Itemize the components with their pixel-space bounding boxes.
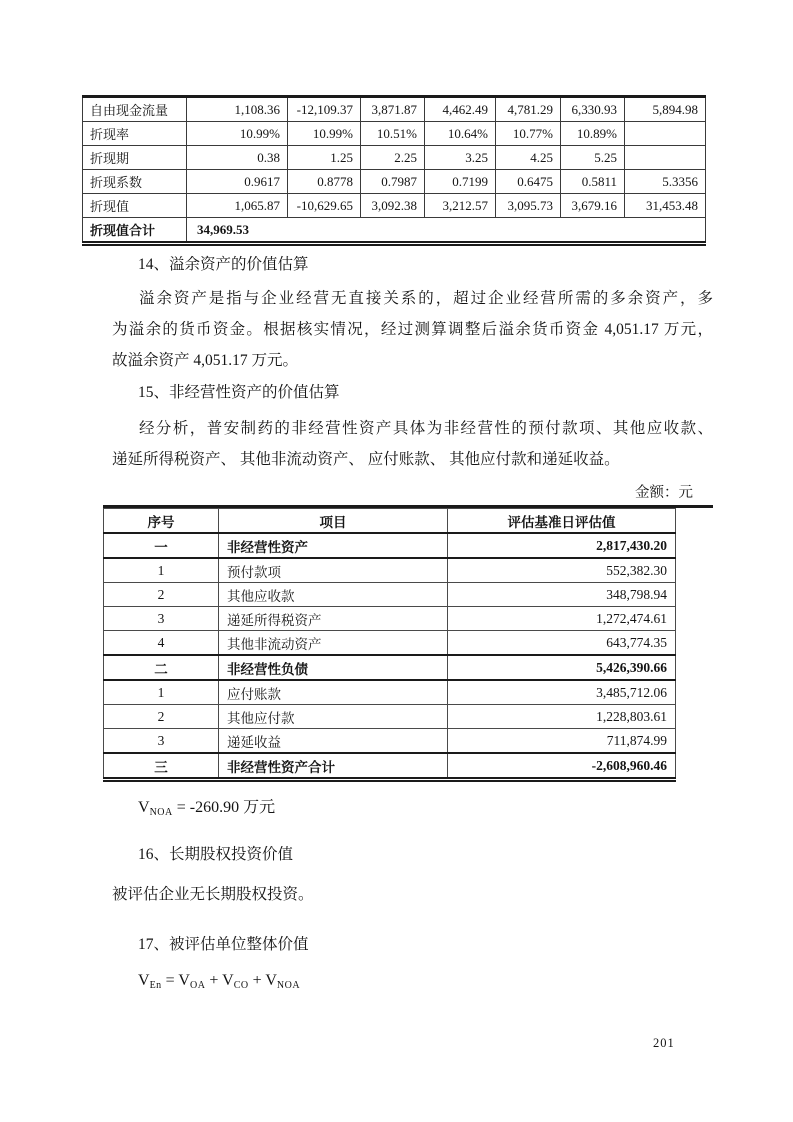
cell-index: 2 xyxy=(104,705,219,729)
cell-value: 4.25 xyxy=(496,146,561,170)
cell-value: 31,453.48 xyxy=(625,194,706,218)
section-heading-17: 17、被评估单位整体价值 xyxy=(138,936,309,953)
cell-value: 552,382.30 xyxy=(448,558,676,583)
cell-value: 4,462.49 xyxy=(425,97,496,122)
discount-table-row xyxy=(83,122,706,146)
cell-item: 其他应收款 xyxy=(219,583,448,607)
cell-index: 3 xyxy=(104,607,219,631)
total-label: 折现值合计 xyxy=(83,218,187,244)
section-heading-16: 16、长期股权投资价值 xyxy=(138,846,294,863)
row-label: 自由现金流量 xyxy=(83,97,187,122)
cell-item: 其他非流动资产 xyxy=(219,631,448,656)
paragraph-line: 被评估企业无长期股权投资。 xyxy=(112,886,314,903)
cell-value: 3,485,712.06 xyxy=(448,680,676,705)
cell-value: 1,272,474.61 xyxy=(448,607,676,631)
discount-table-row xyxy=(83,97,706,122)
amount-unit-label xyxy=(112,483,713,503)
cell-index: 二 xyxy=(104,655,219,680)
cell-value xyxy=(625,122,706,146)
noa-table-row xyxy=(104,558,676,583)
row-label: 折现率 xyxy=(83,122,187,146)
cell-value: -12,109.37 xyxy=(288,97,361,122)
cell-value: 3,095.73 xyxy=(496,194,561,218)
cell-index: 三 xyxy=(104,753,219,780)
cell-item: 非经营性负债 xyxy=(219,655,448,680)
row-label: 折现系数 xyxy=(83,170,187,194)
paragraph-line: 溢余资产是指与企业经营无直接关系的，超过企业经营所需的多余资产，多 xyxy=(139,290,713,307)
cell-value: 3.25 xyxy=(425,146,496,170)
cell-item: 应付账款 xyxy=(219,680,448,705)
cell-item: 其他应付款 xyxy=(219,705,448,729)
formula-subscript: CO xyxy=(233,980,249,991)
cell-value: 0.6475 xyxy=(496,170,561,194)
cell-value: 0.7987 xyxy=(361,170,425,194)
cell-index: 一 xyxy=(104,533,219,558)
cell-value: 0.9617 xyxy=(187,170,288,194)
noa-table-row xyxy=(104,753,676,780)
paragraph-16 xyxy=(112,879,713,910)
amount-unit-text: 金额：元 xyxy=(635,485,693,501)
cell-value: 5.3356 xyxy=(625,170,706,194)
formula-subscript: OA xyxy=(189,980,206,991)
cell-value: 3,679.16 xyxy=(561,194,625,218)
cell-item: 非经营性资产 xyxy=(219,533,448,558)
paragraph-line: 故溢余资产 4,051.17 万元。 xyxy=(112,352,299,369)
row-label: 折现期 xyxy=(83,146,187,170)
cell-value: 348,798.94 xyxy=(448,583,676,607)
cell-value: 10.64% xyxy=(425,122,496,146)
paragraph-line: 为溢余的货币资金。根据核实情况，经过测算调整后溢余货币资金 4,051.17 万元， xyxy=(112,321,713,338)
cell-value: 3,871.87 xyxy=(361,97,425,122)
noa-table-row xyxy=(104,533,676,558)
cell-value: 10.99% xyxy=(187,122,288,146)
cell-value: 1,065.87 xyxy=(187,194,288,218)
formula-subscript: En xyxy=(149,980,162,991)
noa-table-row xyxy=(104,607,676,631)
cell-item: 预付款项 xyxy=(219,558,448,583)
noa-table-row xyxy=(104,680,676,705)
paragraph-line: 递延所得税资产、 其他非流动资产、 应付账款、 其他应付款和递延收益。 xyxy=(112,451,620,468)
cell-index: 3 xyxy=(104,729,219,754)
cell-value: 1.25 xyxy=(288,146,361,170)
noa-table-header-row xyxy=(104,509,676,534)
cell-value: 5.25 xyxy=(561,146,625,170)
cell-value: 2,817,430.20 xyxy=(448,533,676,558)
row-label: 折现值 xyxy=(83,194,187,218)
cell-value: 2.25 xyxy=(361,146,425,170)
cell-value: 5,894.98 xyxy=(625,97,706,122)
cell-value: 3,212.57 xyxy=(425,194,496,218)
discount-table-row xyxy=(83,194,706,218)
cell-value: 10.77% xyxy=(496,122,561,146)
noa-table-rows xyxy=(104,509,676,780)
cell-value: 6,330.93 xyxy=(561,97,625,122)
page-number: 201 xyxy=(653,1036,675,1050)
formula-ven: $V_{En} = V_{OA} + V_{CO} + V_{NOA}$ xyxy=(138,972,301,991)
noa-table xyxy=(103,508,676,782)
cell-value xyxy=(625,146,706,170)
discount-total-row xyxy=(83,218,706,244)
cell-value: 10.99% xyxy=(288,122,361,146)
paragraph-14 xyxy=(112,283,713,376)
cell-index: 1 xyxy=(104,680,219,705)
cell-index: 2 xyxy=(104,583,219,607)
cell-value: 0.8778 xyxy=(288,170,361,194)
cell-item: 递延收益 xyxy=(219,729,448,754)
cell-value: 1,108.36 xyxy=(187,97,288,122)
column-header: 项目 xyxy=(219,509,448,534)
cell-value: -2,608,960.46 xyxy=(448,753,676,780)
cell-value: 1,228,803.61 xyxy=(448,705,676,729)
cell-value: -10,629.65 xyxy=(288,194,361,218)
total-value: 34,969.53 xyxy=(187,218,706,244)
cell-item: 非经营性资产合计 xyxy=(219,753,448,780)
formula-subscript: NOA xyxy=(149,807,173,818)
cell-value: 0.7199 xyxy=(425,170,496,194)
noa-table-row xyxy=(104,583,676,607)
noa-table-row xyxy=(104,705,676,729)
cell-index: 1 xyxy=(104,558,219,583)
cell-value: 10.51% xyxy=(361,122,425,146)
cell-value: 711,874.99 xyxy=(448,729,676,754)
section-heading-14: 14、溢余资产的价值估算 xyxy=(138,256,309,273)
formula-vnoa: $V_{NOA} = -260.90$ 万元 xyxy=(138,799,276,818)
discount-table-row xyxy=(83,170,706,194)
cell-value: 4,781.29 xyxy=(496,97,561,122)
section-heading-15: 15、非经营性资产的价值估算 xyxy=(138,384,340,401)
cell-value: 10.89% xyxy=(561,122,625,146)
discount-table-rows xyxy=(83,97,706,244)
cell-value: 5,426,390.66 xyxy=(448,655,676,680)
cell-value: 0.38 xyxy=(187,146,288,170)
cell-value: 643,774.35 xyxy=(448,631,676,656)
paragraph-15 xyxy=(112,413,713,475)
formula-subscript: NOA xyxy=(276,980,301,991)
column-header: 评估基准日评估值 xyxy=(448,509,676,534)
noa-table-row xyxy=(104,655,676,680)
noa-table-row xyxy=(104,631,676,656)
cell-value: 3,092.38 xyxy=(361,194,425,218)
paragraph-line: 经分析，普安制药的非经营性资产具体为非经营性的预付款项、其他应收款、 xyxy=(139,420,713,437)
discount-table-row xyxy=(83,146,706,170)
noa-table-row xyxy=(104,729,676,754)
discount-table xyxy=(82,95,706,246)
column-header: 序号 xyxy=(104,509,219,534)
cell-item: 递延所得税资产 xyxy=(219,607,448,631)
cell-index: 4 xyxy=(104,631,219,656)
cell-value: 0.5811 xyxy=(561,170,625,194)
